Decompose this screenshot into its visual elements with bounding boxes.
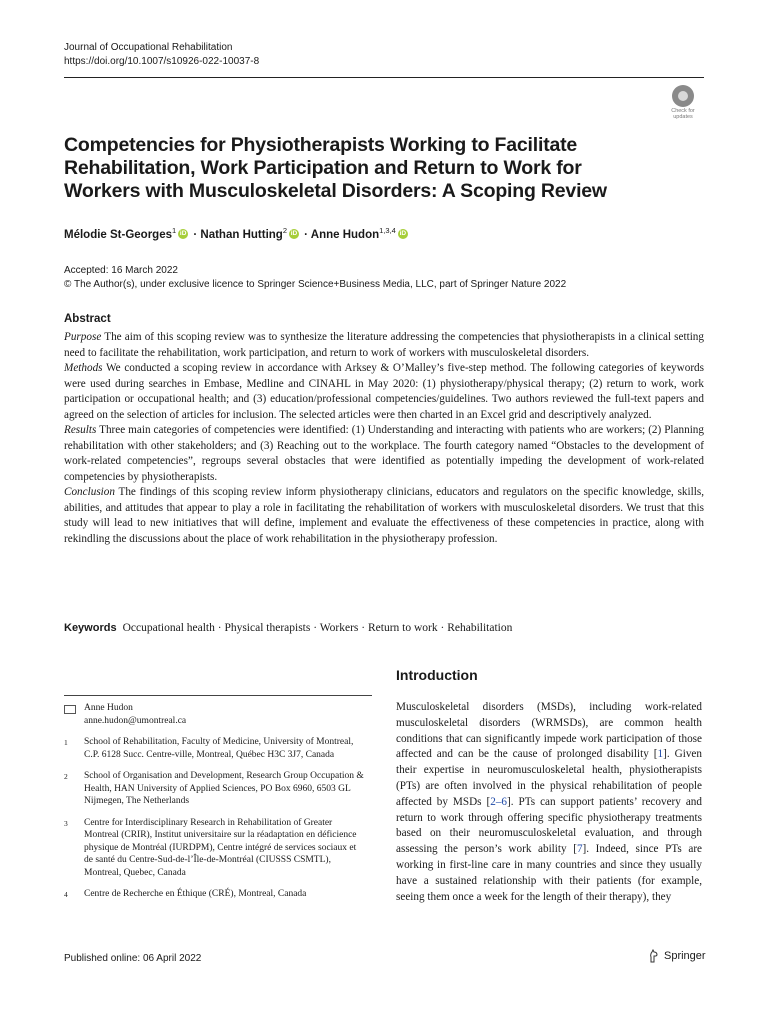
author-name[interactable]: Anne Hudon — [310, 228, 380, 241]
orcid-icon[interactable]: iD — [399, 229, 407, 237]
affiliation-text: Centre de Recherche en Éthique (CRÉ), Montreal, Canada — [84, 889, 307, 899]
methods-label: Methods — [64, 362, 103, 374]
author-name[interactable]: Mélodie St-Georges — [64, 228, 172, 241]
affiliation-number: 2 — [64, 772, 68, 781]
check-for-updates-badge[interactable] — [664, 85, 702, 125]
conclusion-label: Conclusion — [64, 486, 115, 498]
results-text: Three main categories of competencies were identified: (1) Understanding and interacting with patients who are workers; (2) Planning rehabilitation with other stakeholders; and (3) Reaching out to the workplace. The fourth category named “Obstacles to the development of work-related competencies”, regroups several obstacles that were identified as potentially impeding the development of work-related competencies by physiotherapists. — [64, 424, 704, 483]
correspondence-email[interactable]: anne.hudon@umontreal.ca — [84, 715, 187, 726]
abstract-purpose — [64, 330, 704, 361]
journal-name: Journal of Occupational Rehabilitation — [64, 42, 233, 53]
intro-text: ]. Given their expertise in neuromusculoskeletal health, physiotherapists (PTs) are often involved in the physical rehabilitation of people affected by MSDs [ — [396, 748, 702, 808]
correspondence-name: Anne Hudon — [84, 703, 133, 713]
keywords-label: Keywords — [64, 622, 117, 634]
check-updates-icon — [672, 85, 694, 107]
correspondence — [64, 702, 364, 727]
author-affiliation-ref: 1,3,4 — [379, 226, 396, 235]
purpose-label: Purpose — [64, 331, 102, 343]
affiliation-number: 4 — [64, 890, 68, 899]
article-title: Competencies for Physiotherapists Working to Facilitate Rehabilitation, Work Participation and Return to Work for Workers with Musculoskeletal Disorders: A Scoping Review — [64, 134, 607, 202]
abstract-results — [64, 423, 704, 485]
author-affiliation-ref: 1 — [172, 226, 177, 235]
affiliation-number: 1 — [64, 738, 68, 747]
keywords-text: Occupational health · Physical therapists · Workers · Return to work · Rehabilitation — [122, 622, 513, 634]
check-updates-label: Check for updates — [671, 108, 695, 120]
citation-link[interactable]: 2–6 — [490, 795, 507, 808]
affiliation-item — [64, 888, 364, 902]
author-separator: · — [300, 228, 311, 241]
conclusion-text: The findings of this scoping review inform physiotherapy clinicians, educators and regulators on the specific knowledge, skills, abilities, and attitudes that appear to play a role in facilitating the rehabilitation of workers with musculoskeletal disorders. We trust that this study will lead to new initiatives that will define, implement and evaluate the effectiveness of these competencies in practice, along with rekindling the discussions about the place of work rehabilitation in the physiotherapy profession. — [64, 486, 704, 545]
intro-text: Musculoskeletal disorders (MSDs), including work-related musculoskeletal disorders (WRMSDs), are common health conditions that can significantly impede work participation of those affected and can be the cause of prolonged disability [ — [396, 701, 702, 761]
intro-text: ]. Indeed, since PTs are working in first-line care in many countries and since they usually have a sustained relationship with their patients (for example, seeing them once a week for the length of their therapy), they — [396, 843, 703, 903]
citation-link[interactable]: 1 — [657, 748, 664, 761]
affiliations — [64, 702, 364, 911]
article-meta — [64, 264, 566, 292]
affiliation-item — [64, 770, 364, 808]
header-divider — [64, 77, 704, 78]
affiliation-item — [64, 817, 364, 880]
author-name[interactable]: Nathan Hutting — [200, 228, 283, 241]
orcid-icon[interactable]: iD — [179, 229, 187, 237]
author-list — [64, 226, 410, 241]
copyright-notice: © The Author(s), under exclusive licence to Springer Science+Business Media, LLC, part of Springer Nature 2022 — [64, 279, 567, 290]
introduction-heading: Introduction — [396, 667, 478, 683]
affiliation-item — [64, 736, 364, 761]
results-label: Results — [64, 424, 97, 436]
citation-link[interactable]: 7 — [576, 843, 583, 856]
journal-header — [64, 41, 259, 69]
abstract-heading: Abstract — [64, 313, 111, 325]
springer-horse-icon — [648, 949, 660, 963]
orcid-icon[interactable]: iD — [290, 229, 298, 237]
methods-text: We conducted a scoping review in accordance with Arksey & O’Malley’s five-step method. The following categories of keywords were used during searches in Embase, Medline and CINAHL in May 2020: (1) physiotherapy/physical therapy; (2) return to work, work participation or occupational health; and (3) education/professional competencies/guidelines. Two authors reviewed the full-text papers and agreed on the selection of articles for inclusion. The selected articles were then charted in an Excel grid and descriptively analyzed. — [64, 362, 704, 421]
introduction-body — [396, 700, 702, 905]
publisher-name: Springer — [664, 950, 706, 962]
abstract-methods — [64, 361, 704, 423]
accepted-date: Accepted: 16 March 2022 — [64, 265, 178, 276]
affiliation-text: School of Organisation and Development, Research Group Occupation & Health, HAN University of Applied Sciences, PO Box 6960, 6503 GL Nijmegen, The Netherlands — [84, 771, 364, 806]
purpose-text: The aim of this scoping review was to synthesize the literature addressing the competencies that physiotherapists in a clinical setting need to facilitate the rehabilitation, work participation, and return to work of workers with musculoskeletal disorders. — [64, 331, 704, 359]
abstract-conclusion — [64, 485, 704, 547]
affiliation-number: 3 — [64, 818, 68, 828]
affiliation-text: Centre for Interdisciplinary Research in Rehabilitation of Greater Montreal (CRIR), Institut universitaire sur la réadaptation en déficience physique de Montréal (IURDPM), Centre intégré de services sociaux et de santé du Centre-Sud-de-l’Île-de-Montréal (CIUSSS CSMTL), Montreal, Quebec, Canada — [84, 817, 357, 878]
author-separator: · — [190, 228, 201, 241]
envelope-icon — [64, 705, 76, 714]
keywords — [64, 622, 512, 634]
doi-link[interactable]: https://doi.org/10.1007/s10926-022-10037-8 — [64, 56, 260, 67]
author-affiliation-ref: 2 — [282, 226, 287, 235]
abstract-body — [64, 330, 704, 547]
publisher-logo — [648, 949, 706, 963]
affiliations-divider — [64, 695, 372, 696]
intro-text: ]. PTs can support patients’ recovery and return to work through offering specific physiotherapy treatments based on their neuromusculoskeletal evaluation, and through assessing the person’s work ability [ — [396, 795, 702, 856]
affiliation-text: School of Rehabilitation, Faculty of Medicine, University of Montreal, C.P. 6128 Succ. Centre-ville, Montreal, Québec H3C 3J7, Canada — [84, 737, 354, 760]
published-date: Published online: 06 April 2022 — [64, 953, 202, 964]
